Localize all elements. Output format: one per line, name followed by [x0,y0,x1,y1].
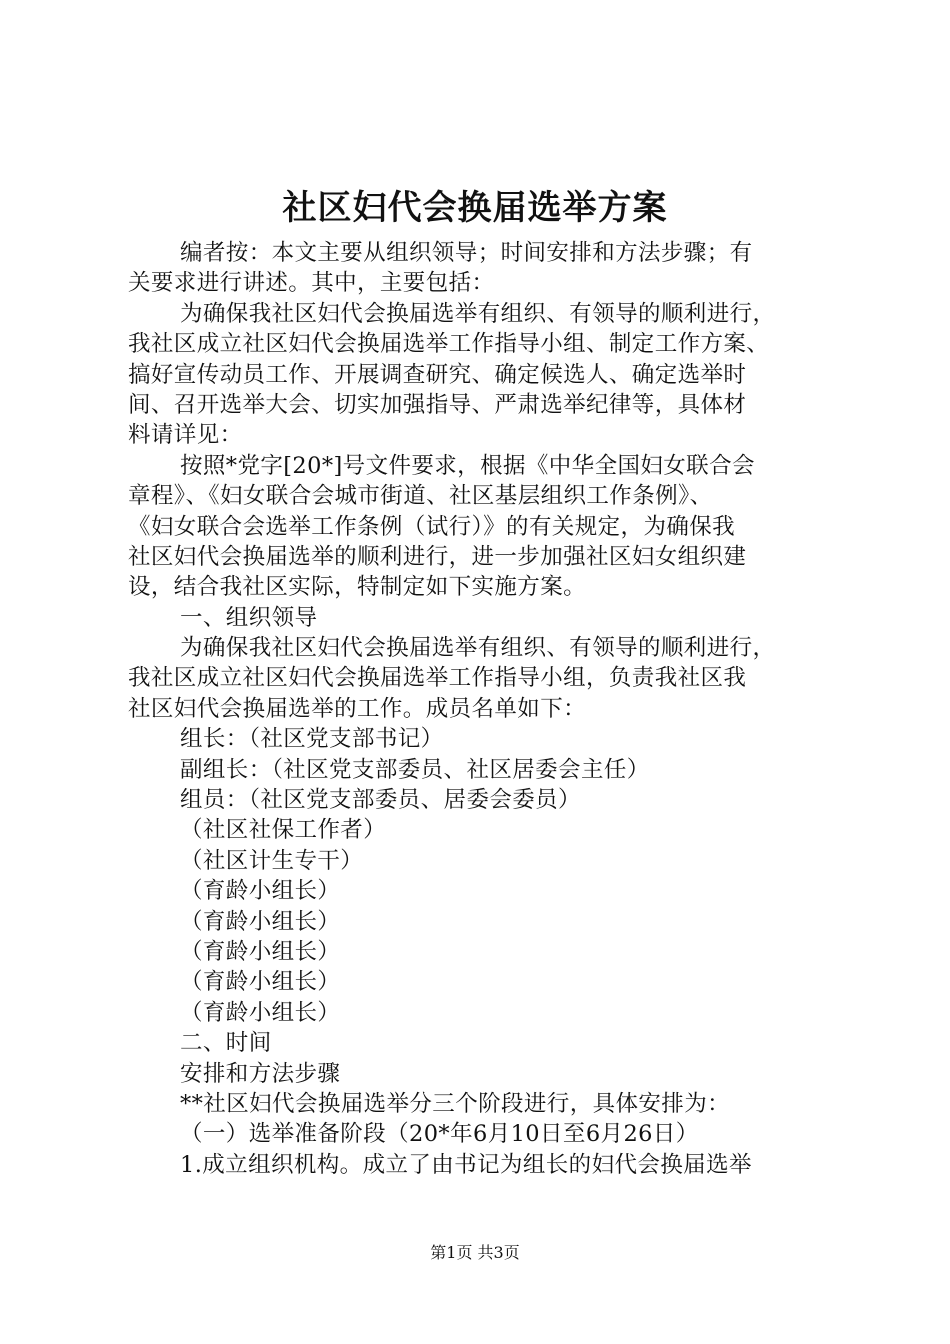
paragraph-line: 《妇女联合会选举工作条例（试行）》的有关规定，为确保我 [128,513,736,540]
paragraph-line: 章程》、《妇女联合会城市街道、社区基层组织工作条例》、 [128,483,713,510]
paragraph-line: 1.成立组织机构。成立了由书记为组长的妇代会换届选举 [180,1151,752,1178]
member-line: （社区社保工作者） [180,817,387,844]
member-line: （育龄小组长） [180,908,341,935]
paragraph-line: 社区妇代会换届选举的顺利进行，进一步加强社区妇女组织建 [128,543,747,570]
section-heading: 一、组织领导 [180,604,318,631]
paragraph-line: 编者按：本文主要从组织领导；时间安排和方法步骤；有 [180,240,753,266]
paragraph-line: **社区妇代会换届选举分三个阶段进行，具体安排为： [180,1090,731,1117]
paragraph-line: 安排和方法步骤 [180,1060,341,1087]
paragraph-line: 我社区成立社区妇代会换届选举工作指导小组，负责我社区我 [128,665,747,692]
document-title: 社区妇代会换届选举方案 [282,188,668,228]
paragraph-line: 关要求进行讲述。其中，主要包括： [128,270,495,297]
paragraph-line: 设，结合我社区实际，特制定如下实施方案。 [128,574,587,601]
member-line: （育龄小组长） [180,878,341,905]
member-line: 组长：（社区党支部书记） [180,726,444,753]
paragraph-line: 按照*党字[20*]号文件要求，根据《中华全国妇女联合会 [180,452,755,479]
paragraph-line: 为确保我社区妇代会换届选举有组织、有领导的顺利进行， [180,635,776,662]
member-line: 副组长：（社区党支部委员、社区居委会主任） [180,756,650,783]
paragraph-line: 我社区成立社区妇代会换届选举工作指导小组、制定工作方案、 [128,331,770,358]
paragraph-line: 为确保我社区妇代会换届选举有组织、有领导的顺利进行， [180,300,776,327]
paragraph-line: 搞好宣传动员工作、开展调查研究、确定候选人、确定选举时 [128,361,747,388]
document-body [128,238,828,1180]
paragraph-line: 间、召开选举大会、切实加强指导、严肃选举纪律等，具体材 [128,391,747,418]
paragraph-line: 料请详见： [128,422,243,449]
member-line: （育龄小组长） [180,938,341,965]
member-line: （社区计生专干） [180,847,364,874]
member-line: （育龄小组长） [180,969,341,996]
subsection-heading: （一）选举准备阶段（20*年6月10日至6月26日） [180,1121,699,1148]
member-line: （育龄小组长） [180,999,341,1026]
section-heading: 二、时间 [180,1030,272,1057]
paragraph-line: 社区妇代会换届选举的工作。成员名单如下： [128,695,587,722]
member-line: 组员：（社区党支部委员、居委会委员） [180,787,581,814]
page-number-footer: 第1页 共3页 [430,1243,520,1262]
